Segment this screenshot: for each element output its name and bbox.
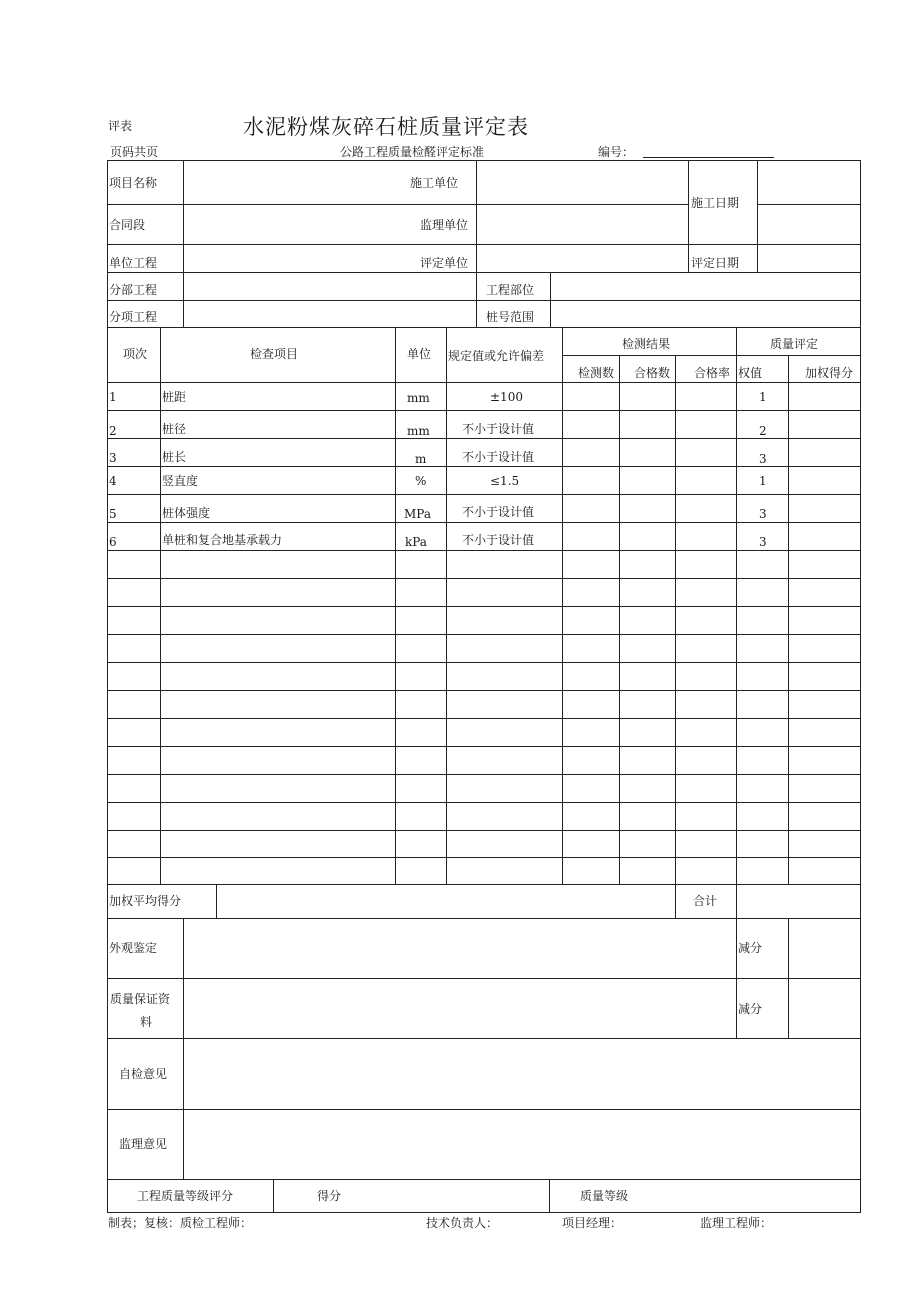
- appearance-field[interactable]: [184, 919, 735, 977]
- supervision-unit-field[interactable]: [477, 205, 687, 243]
- footer-project-manager: 项目经理：: [562, 1216, 623, 1230]
- row-spec: 不小于设计值: [462, 533, 535, 547]
- construction-date-field[interactable]: [758, 161, 859, 203]
- row-item: 桩径: [162, 422, 187, 436]
- row-weight: 1: [759, 390, 767, 404]
- row-item: 单桩和复合地基承载力: [162, 533, 283, 547]
- construction-unit-field[interactable]: [477, 161, 687, 203]
- weighted-avg-field[interactable]: [217, 885, 674, 917]
- supervision-opinion-field[interactable]: [184, 1110, 859, 1178]
- supervision-opinion-label: 监理意见: [119, 1137, 168, 1151]
- col-header-no: 项次: [123, 347, 148, 361]
- row-weight: 3: [759, 535, 767, 549]
- col-header-unit: 单位: [407, 347, 432, 361]
- score-label: 得分: [317, 1189, 342, 1203]
- row-spec: 不小于设计值: [462, 450, 535, 464]
- project-part-label: 工程部位: [486, 283, 535, 297]
- row-item: 竖直度: [162, 474, 199, 488]
- item-project-field[interactable]: [184, 301, 475, 326]
- supervision-unit-label: 监理单位: [420, 218, 469, 232]
- row-unit: %: [415, 474, 427, 488]
- self-check-field[interactable]: [184, 1039, 859, 1108]
- pile-range-label: 桩号范围: [486, 310, 535, 324]
- col-header-pass-count: 合格数: [634, 366, 671, 380]
- quality-docs-deduct-label: 减分: [738, 1002, 763, 1016]
- row-no: 4: [109, 474, 117, 488]
- project-name-field[interactable]: [184, 161, 394, 203]
- row-spec: ±100: [490, 390, 523, 404]
- col-header-item: 检查项目: [250, 347, 299, 361]
- row-weight: 3: [759, 452, 767, 466]
- contract-section-field[interactable]: [184, 205, 394, 243]
- form-label: 评表: [108, 119, 133, 133]
- col-header-result: 检测结果: [622, 337, 671, 351]
- row-no: 3: [109, 451, 117, 465]
- footer-made-by: 制表；复核：质检工程师：: [108, 1216, 253, 1230]
- project-part-field[interactable]: [551, 273, 859, 299]
- row-unit: MPa: [404, 507, 431, 521]
- appearance-deduct-label: 减分: [738, 941, 763, 955]
- quality-grade-field[interactable]: [650, 1180, 859, 1211]
- col-header-weighted-score: 加权得分: [805, 366, 854, 380]
- row-weight: 3: [759, 507, 767, 521]
- grade-eval-label: 工程质量等级评分: [137, 1189, 234, 1203]
- row-no: 2: [109, 424, 117, 438]
- number-label: 编号：: [598, 145, 635, 159]
- row-unit: mm: [407, 391, 430, 405]
- row-spec: 不小于设计值: [462, 422, 535, 436]
- evaluation-unit-field[interactable]: [477, 245, 687, 271]
- quality-docs-label: 质量保证资: [110, 992, 171, 1006]
- col-header-pass-rate: 合格率: [694, 366, 731, 380]
- evaluation-unit-label: 评定单位: [420, 256, 469, 270]
- unit-project-label: 单位工程: [109, 256, 158, 270]
- item-project-label: 分项工程: [109, 310, 158, 324]
- col-header-weight: 权值: [738, 366, 763, 380]
- col-header-spec: 规定值或允许偏差: [448, 349, 545, 363]
- score-field[interactable]: [360, 1180, 548, 1211]
- col-header-quality: 质量评定: [770, 337, 819, 351]
- row-item: 桩距: [162, 390, 187, 404]
- division-project-field[interactable]: [184, 273, 475, 299]
- unit-project-field[interactable]: [184, 245, 394, 271]
- quality-docs-label-cont: 料: [140, 1015, 153, 1029]
- row-spec: 不小于设计值: [462, 505, 535, 519]
- construction-date-label: 施工日期: [691, 196, 740, 210]
- row-no: 1: [109, 390, 117, 404]
- total-field[interactable]: [737, 885, 859, 917]
- construction-unit-label: 施工单位: [410, 176, 459, 190]
- quality-docs-field[interactable]: [184, 979, 735, 1037]
- appearance-label: 外观鉴定: [109, 941, 158, 955]
- standard-label: 公路工程质量检醛评定标准: [340, 145, 485, 159]
- number-field-line[interactable]: [643, 157, 774, 158]
- row-no: 5: [109, 507, 117, 521]
- row-item: 桩体强度: [162, 506, 211, 520]
- row-unit: kPa: [405, 535, 427, 549]
- total-label: 合计: [693, 894, 718, 908]
- footer-supervisor-engineer: 监理工程师：: [700, 1216, 773, 1230]
- page-title: 水泥粉煤灰碎石桩质量评定表: [243, 115, 529, 139]
- quality-grade-label: 质量等级: [580, 1189, 629, 1203]
- footer-tech-lead: 技术负责人：: [426, 1216, 499, 1230]
- evaluation-date-field[interactable]: [758, 245, 859, 271]
- weighted-avg-label: 加权平均得分: [109, 894, 182, 908]
- row-weight: 2: [759, 424, 767, 438]
- row-unit: mm: [407, 424, 430, 438]
- col-header-count: 检测数: [578, 366, 615, 380]
- appearance-deduct-field[interactable]: [789, 919, 859, 977]
- row-item: 桩长: [162, 450, 187, 464]
- evaluation-date-label: 评定日期: [691, 256, 740, 270]
- page-count-label: 页码共页: [110, 145, 159, 159]
- row-no: 6: [109, 535, 117, 549]
- row-unit: m: [415, 452, 427, 466]
- self-check-label: 自检意见: [119, 1067, 168, 1081]
- quality-docs-deduct-field[interactable]: [789, 979, 859, 1037]
- project-name-label: 项目名称: [109, 176, 158, 190]
- row-weight: 1: [759, 474, 767, 488]
- pile-range-field[interactable]: [551, 301, 859, 326]
- division-project-label: 分部工程: [109, 283, 158, 297]
- contract-section-label: 合同段: [109, 218, 146, 232]
- row-spec: ≤1.5: [490, 474, 520, 488]
